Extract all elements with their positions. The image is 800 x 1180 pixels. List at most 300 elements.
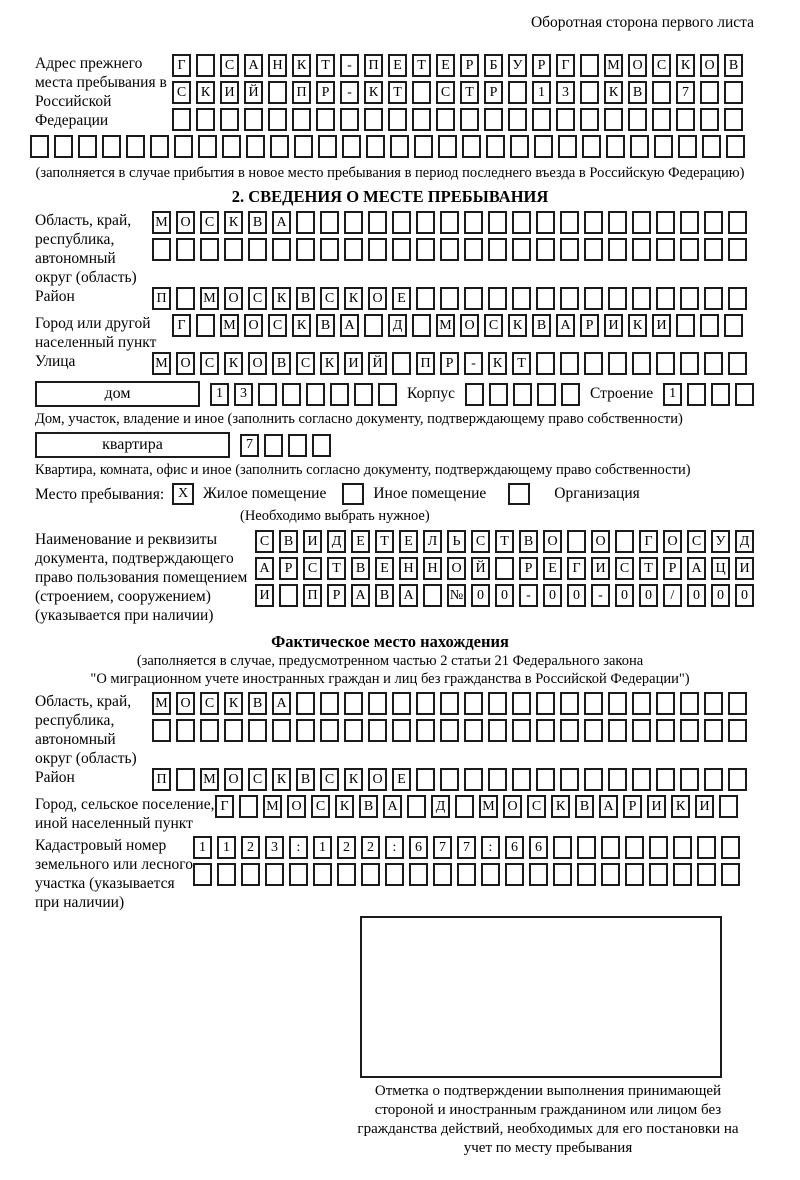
char-cell[interactable] [330, 383, 349, 406]
char-cell[interactable] [344, 692, 363, 715]
char-cell[interactable]: С [248, 287, 267, 310]
char-cell[interactable]: И [695, 795, 714, 818]
char-cell[interactable]: К [364, 81, 383, 104]
char-cell[interactable]: К [224, 211, 243, 234]
char-cell[interactable]: О [287, 795, 306, 818]
char-cell[interactable] [608, 692, 627, 715]
char-cell[interactable]: У [711, 530, 730, 553]
char-cell[interactable] [601, 836, 620, 859]
char-cell[interactable] [440, 287, 459, 310]
char-cell[interactable] [558, 135, 577, 158]
char-cell[interactable]: : [289, 836, 308, 859]
char-cell[interactable] [150, 135, 169, 158]
char-cell[interactable] [656, 238, 675, 261]
char-cell[interactable]: П [152, 287, 171, 310]
char-cell[interactable] [704, 352, 723, 375]
char-cell[interactable]: О [176, 692, 195, 715]
char-cell[interactable]: Й [244, 81, 263, 104]
char-cell[interactable] [244, 108, 263, 131]
char-cell[interactable] [632, 692, 651, 715]
char-cell[interactable] [608, 768, 627, 791]
char-cell[interactable]: К [224, 352, 243, 375]
char-cell[interactable]: О [543, 530, 562, 553]
char-cell[interactable]: : [481, 836, 500, 859]
char-cell[interactable] [584, 352, 603, 375]
char-cell[interactable] [560, 287, 579, 310]
char-cell[interactable] [409, 863, 428, 886]
char-cell[interactable] [724, 108, 743, 131]
char-cell[interactable] [126, 135, 145, 158]
char-cell[interactable]: М [152, 211, 171, 234]
char-cell[interactable] [608, 211, 627, 234]
char-cell[interactable] [364, 108, 383, 131]
stamp-box[interactable] [360, 916, 722, 1078]
char-cell[interactable] [488, 211, 507, 234]
char-cell[interactable] [560, 238, 579, 261]
char-cell[interactable] [704, 287, 723, 310]
char-cell[interactable] [416, 238, 435, 261]
char-cell[interactable]: К [628, 314, 647, 337]
char-cell[interactable] [354, 383, 373, 406]
char-cell[interactable]: С [172, 81, 191, 104]
char-cell[interactable] [673, 836, 692, 859]
char-cell[interactable]: 0 [495, 584, 514, 607]
char-cell[interactable] [344, 719, 363, 742]
char-cell[interactable] [632, 768, 651, 791]
char-cell[interactable] [697, 836, 716, 859]
char-cell[interactable]: И [303, 530, 322, 553]
char-cell[interactable] [728, 768, 747, 791]
char-cell[interactable] [270, 135, 289, 158]
char-cell[interactable] [484, 108, 503, 131]
char-cell[interactable]: 3 [265, 836, 284, 859]
char-cell[interactable]: Т [375, 530, 394, 553]
char-cell[interactable]: М [220, 314, 239, 337]
char-cell[interactable]: К [344, 287, 363, 310]
char-cell[interactable]: О [176, 211, 195, 234]
char-cell[interactable] [721, 863, 740, 886]
char-cell[interactable]: 6 [529, 836, 548, 859]
char-cell[interactable]: Е [375, 557, 394, 580]
char-cell[interactable] [728, 287, 747, 310]
char-cell[interactable]: С [320, 287, 339, 310]
char-cell[interactable] [306, 383, 325, 406]
char-cell[interactable] [264, 434, 283, 457]
char-cell[interactable] [316, 108, 335, 131]
char-cell[interactable] [455, 795, 474, 818]
char-cell[interactable] [673, 863, 692, 886]
char-cell[interactable] [680, 238, 699, 261]
char-cell[interactable] [680, 211, 699, 234]
char-cell[interactable]: 7 [457, 836, 476, 859]
char-cell[interactable] [220, 108, 239, 131]
char-cell[interactable] [628, 108, 647, 131]
char-cell[interactable] [704, 768, 723, 791]
char-cell[interactable] [704, 211, 723, 234]
char-cell[interactable] [464, 211, 483, 234]
char-cell[interactable] [78, 135, 97, 158]
char-cell[interactable] [366, 135, 385, 158]
char-cell[interactable] [296, 211, 315, 234]
char-cell[interactable] [654, 135, 673, 158]
char-cell[interactable] [702, 135, 721, 158]
char-cell[interactable] [649, 836, 668, 859]
char-cell[interactable] [556, 108, 575, 131]
char-cell[interactable] [561, 383, 580, 406]
char-cell[interactable] [460, 108, 479, 131]
checkbox-zhiloe[interactable]: X [172, 483, 194, 505]
char-cell[interactable] [265, 863, 284, 886]
char-cell[interactable] [726, 135, 745, 158]
char-cell[interactable] [239, 795, 258, 818]
char-cell[interactable]: О [244, 314, 263, 337]
char-cell[interactable]: 7 [676, 81, 695, 104]
char-cell[interactable] [608, 287, 627, 310]
char-cell[interactable] [601, 863, 620, 886]
char-cell[interactable]: Й [471, 557, 490, 580]
char-cell[interactable]: М [436, 314, 455, 337]
char-cell[interactable] [368, 211, 387, 234]
char-cell[interactable] [344, 211, 363, 234]
char-cell[interactable]: С [436, 81, 455, 104]
char-cell[interactable]: С [268, 314, 287, 337]
char-cell[interactable] [728, 352, 747, 375]
char-cell[interactable] [512, 768, 531, 791]
char-cell[interactable] [632, 719, 651, 742]
char-cell[interactable]: В [272, 352, 291, 375]
char-cell[interactable]: К [344, 768, 363, 791]
char-cell[interactable] [608, 719, 627, 742]
char-cell[interactable] [721, 836, 740, 859]
char-cell[interactable]: Л [423, 530, 442, 553]
char-cell[interactable]: А [340, 314, 359, 337]
char-cell[interactable] [390, 135, 409, 158]
char-cell[interactable] [678, 135, 697, 158]
char-cell[interactable] [488, 287, 507, 310]
char-cell[interactable] [388, 108, 407, 131]
char-cell[interactable]: 2 [361, 836, 380, 859]
char-cell[interactable]: Е [392, 287, 411, 310]
char-cell[interactable]: - [519, 584, 538, 607]
char-cell[interactable] [440, 238, 459, 261]
char-cell[interactable] [296, 238, 315, 261]
char-cell[interactable]: 1 [210, 383, 229, 406]
char-cell[interactable] [440, 211, 459, 234]
char-cell[interactable] [512, 719, 531, 742]
char-cell[interactable]: Т [639, 557, 658, 580]
char-cell[interactable] [632, 238, 651, 261]
char-cell[interactable] [560, 768, 579, 791]
char-cell[interactable]: 2 [337, 836, 356, 859]
char-cell[interactable]: Е [436, 54, 455, 77]
char-cell[interactable] [584, 287, 603, 310]
char-cell[interactable] [608, 352, 627, 375]
char-cell[interactable]: Т [327, 557, 346, 580]
char-cell[interactable]: 0 [615, 584, 634, 607]
char-cell[interactable] [152, 719, 171, 742]
checkbox-inoe[interactable] [342, 483, 364, 505]
char-cell[interactable] [342, 135, 361, 158]
char-cell[interactable] [560, 692, 579, 715]
char-cell[interactable]: Е [351, 530, 370, 553]
char-cell[interactable] [392, 692, 411, 715]
char-cell[interactable] [728, 719, 747, 742]
char-cell[interactable]: 0 [687, 584, 706, 607]
char-cell[interactable] [505, 863, 524, 886]
char-cell[interactable]: А [272, 211, 291, 234]
char-cell[interactable] [337, 863, 356, 886]
char-cell[interactable]: В [316, 314, 335, 337]
char-cell[interactable] [464, 719, 483, 742]
char-cell[interactable] [728, 692, 747, 715]
char-cell[interactable] [392, 352, 411, 375]
char-cell[interactable] [176, 238, 195, 261]
checkbox-organizatsiya[interactable] [508, 483, 530, 505]
char-cell[interactable]: К [196, 81, 215, 104]
char-cell[interactable] [412, 314, 431, 337]
char-cell[interactable]: Д [431, 795, 450, 818]
char-cell[interactable]: О [628, 54, 647, 77]
char-cell[interactable] [222, 135, 241, 158]
char-cell[interactable] [412, 108, 431, 131]
char-cell[interactable] [724, 314, 743, 337]
char-cell[interactable] [630, 135, 649, 158]
char-cell[interactable] [577, 836, 596, 859]
char-cell[interactable]: О [663, 530, 682, 553]
char-cell[interactable]: К [604, 81, 623, 104]
char-cell[interactable]: К [676, 54, 695, 77]
char-cell[interactable]: 6 [505, 836, 524, 859]
char-cell[interactable] [378, 383, 397, 406]
char-cell[interactable] [608, 238, 627, 261]
char-cell[interactable] [580, 54, 599, 77]
char-cell[interactable]: В [375, 584, 394, 607]
char-cell[interactable] [416, 692, 435, 715]
char-cell[interactable] [536, 768, 555, 791]
char-cell[interactable]: С [652, 54, 671, 77]
char-cell[interactable] [320, 692, 339, 715]
char-cell[interactable]: Р [519, 557, 538, 580]
char-cell[interactable]: А [255, 557, 274, 580]
char-cell[interactable] [440, 768, 459, 791]
char-cell[interactable]: О [368, 768, 387, 791]
char-cell[interactable] [481, 863, 500, 886]
char-cell[interactable] [508, 108, 527, 131]
char-cell[interactable]: А [399, 584, 418, 607]
char-cell[interactable]: - [591, 584, 610, 607]
char-cell[interactable] [536, 352, 555, 375]
char-cell[interactable]: Е [543, 557, 562, 580]
char-cell[interactable] [632, 287, 651, 310]
char-cell[interactable] [615, 530, 634, 553]
char-cell[interactable] [313, 863, 332, 886]
char-cell[interactable] [495, 557, 514, 580]
char-cell[interactable] [465, 383, 484, 406]
char-cell[interactable] [704, 719, 723, 742]
char-cell[interactable]: Р [484, 81, 503, 104]
char-cell[interactable] [268, 108, 287, 131]
char-cell[interactable]: В [724, 54, 743, 77]
char-cell[interactable] [462, 135, 481, 158]
char-cell[interactable] [320, 719, 339, 742]
char-cell[interactable] [534, 135, 553, 158]
char-cell[interactable] [536, 287, 555, 310]
char-cell[interactable]: М [200, 287, 219, 310]
char-cell[interactable] [584, 238, 603, 261]
char-cell[interactable] [198, 135, 217, 158]
char-cell[interactable] [340, 108, 359, 131]
char-cell[interactable]: Р [623, 795, 642, 818]
char-cell[interactable] [697, 863, 716, 886]
char-cell[interactable]: А [244, 54, 263, 77]
char-cell[interactable] [312, 434, 331, 457]
char-cell[interactable] [438, 135, 457, 158]
char-cell[interactable] [652, 81, 671, 104]
char-cell[interactable] [512, 692, 531, 715]
char-cell[interactable] [464, 768, 483, 791]
char-cell[interactable]: - [340, 81, 359, 104]
char-cell[interactable] [577, 863, 596, 886]
char-cell[interactable] [656, 287, 675, 310]
char-cell[interactable]: А [599, 795, 618, 818]
char-cell[interactable] [680, 692, 699, 715]
char-cell[interactable]: А [556, 314, 575, 337]
char-cell[interactable]: И [647, 795, 666, 818]
char-cell[interactable]: Г [567, 557, 586, 580]
char-cell[interactable] [412, 81, 431, 104]
char-cell[interactable]: 1 [532, 81, 551, 104]
char-cell[interactable]: К [224, 692, 243, 715]
char-cell[interactable]: Е [399, 530, 418, 553]
char-cell[interactable]: С [200, 211, 219, 234]
char-cell[interactable] [279, 584, 298, 607]
char-cell[interactable]: И [255, 584, 274, 607]
char-cell[interactable] [584, 692, 603, 715]
char-cell[interactable]: Т [388, 81, 407, 104]
char-cell[interactable]: О [224, 768, 243, 791]
char-cell[interactable] [464, 692, 483, 715]
char-cell[interactable] [174, 135, 193, 158]
char-cell[interactable] [625, 863, 644, 886]
char-cell[interactable] [719, 795, 738, 818]
char-cell[interactable]: С [484, 314, 503, 337]
char-cell[interactable]: О [700, 54, 719, 77]
char-cell[interactable] [512, 211, 531, 234]
char-cell[interactable] [368, 238, 387, 261]
char-cell[interactable]: № [447, 584, 466, 607]
char-cell[interactable]: И [344, 352, 363, 375]
char-cell[interactable]: П [292, 81, 311, 104]
char-cell[interactable] [318, 135, 337, 158]
char-cell[interactable] [553, 863, 572, 886]
char-cell[interactable]: Г [172, 314, 191, 337]
char-cell[interactable]: Й [368, 352, 387, 375]
char-cell[interactable] [416, 719, 435, 742]
char-cell[interactable] [392, 211, 411, 234]
char-cell[interactable]: С [296, 352, 315, 375]
char-cell[interactable]: М [604, 54, 623, 77]
char-cell[interactable]: Т [460, 81, 479, 104]
char-cell[interactable] [704, 238, 723, 261]
char-cell[interactable]: Г [172, 54, 191, 77]
char-cell[interactable]: С [471, 530, 490, 553]
char-cell[interactable]: К [272, 768, 291, 791]
char-cell[interactable]: Д [735, 530, 754, 553]
char-cell[interactable]: 0 [735, 584, 754, 607]
char-cell[interactable] [512, 238, 531, 261]
char-cell[interactable] [272, 719, 291, 742]
char-cell[interactable] [656, 719, 675, 742]
char-cell[interactable] [296, 719, 315, 742]
char-cell[interactable] [508, 81, 527, 104]
char-cell[interactable]: А [351, 584, 370, 607]
char-cell[interactable] [536, 238, 555, 261]
char-cell[interactable] [724, 81, 743, 104]
char-cell[interactable]: С [311, 795, 330, 818]
char-cell[interactable] [560, 719, 579, 742]
char-cell[interactable] [320, 211, 339, 234]
char-cell[interactable]: Р [440, 352, 459, 375]
char-cell[interactable] [529, 863, 548, 886]
char-cell[interactable] [532, 108, 551, 131]
char-cell[interactable]: С [248, 768, 267, 791]
char-cell[interactable] [537, 383, 556, 406]
char-cell[interactable] [711, 383, 730, 406]
char-cell[interactable] [488, 238, 507, 261]
char-cell[interactable]: А [383, 795, 402, 818]
char-cell[interactable] [288, 434, 307, 457]
char-cell[interactable]: М [200, 768, 219, 791]
char-cell[interactable]: Д [327, 530, 346, 553]
char-cell[interactable] [217, 863, 236, 886]
char-cell[interactable] [652, 108, 671, 131]
char-cell[interactable]: Т [316, 54, 335, 77]
char-cell[interactable] [584, 719, 603, 742]
char-cell[interactable]: Б [484, 54, 503, 77]
char-cell[interactable]: И [735, 557, 754, 580]
char-cell[interactable]: М [152, 352, 171, 375]
char-cell[interactable] [582, 135, 601, 158]
char-cell[interactable]: С [320, 768, 339, 791]
char-cell[interactable]: И [652, 314, 671, 337]
char-cell[interactable] [625, 836, 644, 859]
char-cell[interactable] [704, 692, 723, 715]
char-cell[interactable] [248, 238, 267, 261]
char-cell[interactable] [510, 135, 529, 158]
char-cell[interactable]: С [615, 557, 634, 580]
char-cell[interactable]: О [503, 795, 522, 818]
char-cell[interactable] [200, 238, 219, 261]
char-cell[interactable] [440, 719, 459, 742]
char-cell[interactable] [196, 108, 215, 131]
char-cell[interactable]: С [527, 795, 546, 818]
char-cell[interactable]: К [508, 314, 527, 337]
char-cell[interactable] [512, 287, 531, 310]
char-cell[interactable]: Ь [447, 530, 466, 553]
char-cell[interactable]: 0 [639, 584, 658, 607]
char-cell[interactable]: Е [388, 54, 407, 77]
char-cell[interactable] [680, 768, 699, 791]
char-cell[interactable]: В [359, 795, 378, 818]
char-cell[interactable]: В [532, 314, 551, 337]
char-cell[interactable] [486, 135, 505, 158]
char-cell[interactable]: В [279, 530, 298, 553]
char-cell[interactable] [457, 863, 476, 886]
char-cell[interactable] [536, 211, 555, 234]
char-cell[interactable] [489, 383, 508, 406]
char-cell[interactable]: 7 [240, 434, 259, 457]
char-cell[interactable] [488, 719, 507, 742]
